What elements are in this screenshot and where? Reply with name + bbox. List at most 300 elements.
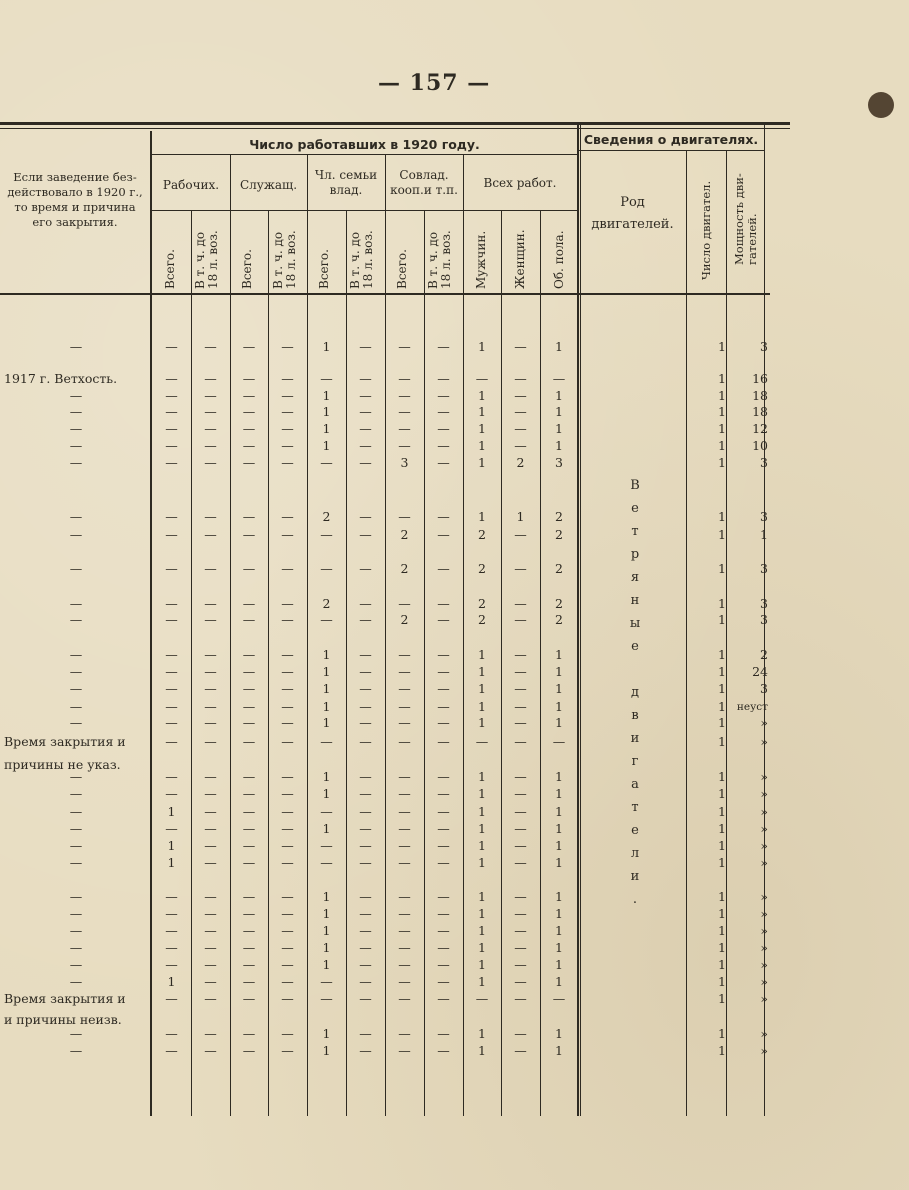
ink-blot: [868, 92, 894, 118]
engine-count: 1: [718, 371, 726, 386]
row-reason: —: [69, 339, 83, 354]
reason-header-line: Если заведение без-: [13, 170, 137, 184]
column-rule: [580, 125, 581, 1116]
column-header-vertical: [194, 214, 220, 289]
row-cell: —: [514, 561, 527, 576]
row-cell: 1: [555, 838, 563, 853]
row-cell: —: [359, 855, 372, 870]
row-cell: —: [165, 438, 178, 453]
row-cell: —: [281, 838, 294, 853]
row-reason: —: [69, 940, 83, 955]
engine-type-letter: я: [630, 570, 640, 585]
row-cell: —: [398, 734, 411, 749]
row-cell: —: [165, 371, 178, 386]
row-cell: 1: [322, 769, 331, 784]
engine-type-letter: и: [630, 731, 640, 746]
row-cell: —: [281, 388, 294, 403]
row-cell: —: [204, 715, 217, 730]
row-cell: —: [514, 664, 527, 679]
row-cell: —: [398, 438, 411, 453]
column-header-vertical: Всего.: [395, 249, 409, 289]
engine-count: 1: [718, 527, 726, 542]
row-cell: —: [281, 681, 294, 696]
row-cell: —: [204, 974, 217, 989]
row-cell: —: [242, 699, 256, 714]
row-cell: —: [359, 612, 372, 627]
row-cell: —: [204, 404, 217, 419]
row-cell: 2: [400, 527, 409, 542]
row-cell: 1: [478, 940, 486, 955]
column-header-line: 18 л. воз.: [206, 230, 220, 289]
row-reason: —: [69, 647, 83, 662]
row-cell: —: [398, 596, 411, 611]
row-reason: —: [69, 889, 83, 904]
row-cell: 1: [478, 715, 486, 730]
row-cell: 1: [555, 821, 563, 836]
row-cell: —: [242, 923, 256, 938]
row-cell: —: [165, 734, 178, 749]
row-cell: —: [514, 527, 527, 542]
row-cell: —: [437, 455, 450, 470]
engine-count: 1: [718, 804, 726, 819]
row-cell: —: [398, 509, 411, 524]
engine-type-letter: е: [631, 501, 639, 516]
engine-type-letter: [626, 662, 644, 685]
row-cell: —: [514, 612, 527, 627]
row-cell: 1: [322, 1026, 331, 1041]
row-cell: —: [242, 596, 256, 611]
engine-power: 1: [760, 527, 768, 542]
engine-count: 1: [718, 786, 726, 801]
row-cell: —: [398, 1026, 411, 1041]
row-cell: —: [242, 388, 256, 403]
row-cell: —: [437, 681, 450, 696]
row-cell: —: [514, 889, 527, 904]
row-cell: —: [552, 991, 566, 1006]
row-cell: —: [204, 804, 217, 819]
column-header-vertical: [427, 214, 453, 289]
row-cell: 2: [516, 455, 525, 470]
row-cell: 1: [555, 699, 563, 714]
row-cell: —: [359, 681, 372, 696]
row-cell: —: [165, 889, 178, 904]
row-cell: —: [204, 421, 217, 436]
row-cell: —: [204, 647, 217, 662]
subgroup-underline: [152, 210, 577, 211]
row-cell: —: [359, 509, 372, 524]
row-cell: —: [165, 699, 178, 714]
row-cell: —: [165, 612, 178, 627]
row-cell: —: [204, 438, 217, 453]
row-cell: 1: [322, 923, 331, 938]
row-cell: 2: [555, 527, 563, 542]
engine-count: 1: [718, 404, 726, 419]
engine-column-header: [733, 155, 759, 265]
engine-count: 1: [718, 855, 726, 870]
engine-type-header: [580, 192, 685, 236]
row-cell: —: [398, 821, 411, 836]
row-cell: —: [204, 855, 217, 870]
row-cell: 1: [478, 339, 486, 354]
engine-type-letter: д: [630, 685, 639, 700]
row-cell: —: [514, 404, 527, 419]
row-cell: —: [514, 1043, 527, 1058]
row-cell: —: [242, 715, 256, 730]
engine-column-header: Число двигател.: [699, 180, 713, 280]
row-cell: —: [514, 339, 527, 354]
engine-power: 3: [760, 455, 768, 470]
row-cell: —: [165, 821, 178, 836]
row-cell: —: [165, 786, 178, 801]
row-cell: 1: [478, 923, 486, 938]
row-cell: —: [514, 371, 527, 386]
column-header-vertical: Всего.: [317, 249, 331, 289]
engine-type-letter: л: [630, 846, 640, 861]
column-header-vertical: Мужчин.: [474, 230, 488, 289]
reason-header-line: действовало в 1920 г.,: [7, 185, 143, 199]
row-cell: 1: [555, 1043, 563, 1058]
row-cell: —: [165, 715, 178, 730]
row-cell: —: [398, 855, 411, 870]
row-cell: 1: [167, 855, 176, 870]
row-cell: —: [204, 664, 217, 679]
row-cell: —: [281, 855, 294, 870]
row-reason: —: [69, 527, 83, 542]
row-reason: —: [69, 957, 83, 972]
engine-type-header-line: Род: [620, 195, 645, 210]
row-cell: 1: [167, 804, 176, 819]
row-cell: —: [281, 404, 294, 419]
group-underline-workers: [152, 154, 577, 155]
top-rule: [0, 122, 790, 125]
coowners-header-line: кооп.и т.п.: [390, 183, 458, 197]
row-cell: —: [475, 371, 489, 386]
engine-count: 1: [718, 699, 726, 714]
row-reason: —: [69, 421, 83, 436]
row-reason: —: [69, 804, 83, 819]
row-reason: —: [69, 438, 83, 453]
row-cell: —: [320, 527, 333, 542]
engine-power: »: [760, 906, 768, 921]
row-cell: 1: [478, 404, 486, 419]
row-cell: —: [242, 561, 256, 576]
row-cell: 1: [322, 664, 331, 679]
row-cell: —: [514, 421, 527, 436]
row-cell: 1: [555, 974, 563, 989]
family-header: [307, 168, 385, 198]
row-cell: —: [320, 991, 333, 1006]
column-header-line: 18 л. воз.: [361, 230, 375, 289]
row-cell: 1: [555, 786, 563, 801]
row-cell: 1: [322, 438, 331, 453]
engine-column-header-line: гателей.: [745, 213, 759, 265]
row-cell: —: [320, 974, 333, 989]
row-reason: Время закрытия и: [4, 991, 126, 1006]
row-cell: —: [359, 455, 372, 470]
engine-power: 3: [760, 339, 768, 354]
row-cell: —: [437, 1043, 450, 1058]
row-cell: 1: [322, 647, 331, 662]
row-cell: 1: [478, 438, 486, 453]
row-cell: 1: [478, 786, 486, 801]
row-cell: 1: [478, 1026, 486, 1041]
row-cell: —: [242, 804, 256, 819]
row-cell: 1: [478, 421, 486, 436]
engine-power: 2: [760, 647, 768, 662]
row-cell: —: [514, 855, 527, 870]
engine-power: »: [760, 974, 768, 989]
row-cell: —: [359, 664, 372, 679]
row-cell: —: [165, 596, 178, 611]
engine-power: 10: [752, 438, 768, 453]
row-cell: —: [242, 957, 256, 972]
engine-power: »: [760, 821, 768, 836]
row-cell: —: [359, 438, 372, 453]
employees-header: Служащ.: [239, 178, 298, 192]
engine-count: 1: [718, 664, 726, 679]
row-cell: —: [165, 664, 178, 679]
row-cell: 1: [555, 855, 563, 870]
row-cell: —: [281, 821, 294, 836]
row-cell: 2: [400, 612, 409, 627]
column-header-vertical: Всего.: [163, 249, 177, 289]
row-cell: —: [398, 371, 411, 386]
row-cell: —: [475, 991, 489, 1006]
row-reason: Время закрытия и: [4, 734, 126, 749]
column-header-vertical: [272, 214, 298, 289]
row-cell: —: [242, 838, 256, 853]
row-cell: —: [359, 734, 372, 749]
engine-count: 1: [718, 339, 726, 354]
engine-power: 3: [760, 561, 768, 576]
engine-count: 1: [718, 974, 726, 989]
row-reason: —: [69, 388, 83, 403]
row-cell: —: [242, 855, 256, 870]
row-cell: —: [242, 612, 256, 627]
row-cell: —: [242, 509, 256, 524]
row-cell: —: [165, 339, 178, 354]
row-cell: —: [320, 838, 333, 853]
row-reason: —: [69, 509, 83, 524]
row-cell: —: [514, 821, 527, 836]
engine-power: »: [760, 715, 768, 730]
row-cell: —: [281, 1043, 294, 1058]
row-cell: —: [281, 438, 294, 453]
row-cell: —: [281, 371, 294, 386]
row-cell: —: [165, 404, 178, 419]
row-cell: 1: [555, 339, 563, 354]
row-reason: —: [69, 715, 83, 730]
engine-type-value: [626, 478, 644, 915]
row-cell: —: [437, 957, 450, 972]
row-cell: 2: [555, 596, 563, 611]
row-cell: —: [359, 1043, 372, 1058]
row-reason: —: [69, 769, 83, 784]
row-reason: —: [69, 821, 83, 836]
row-cell: —: [437, 734, 450, 749]
row-cell: —: [204, 838, 217, 853]
row-cell: —: [204, 786, 217, 801]
row-cell: —: [242, 786, 256, 801]
row-cell: —: [437, 438, 450, 453]
row-cell: —: [242, 734, 256, 749]
row-cell: —: [281, 906, 294, 921]
row-cell: 1: [555, 1026, 563, 1041]
row-cell: —: [204, 596, 217, 611]
row-cell: —: [204, 612, 217, 627]
all-workers-header: Всех работ.: [483, 176, 557, 190]
row-cell: —: [281, 339, 294, 354]
column-header-line: 18 л. воз.: [439, 230, 453, 289]
row-cell: 1: [322, 906, 331, 921]
engine-type-letter: в: [631, 708, 639, 723]
row-cell: —: [437, 1026, 450, 1041]
row-cell: —: [242, 681, 256, 696]
row-cell: —: [437, 940, 450, 955]
row-cell: —: [398, 957, 411, 972]
row-cell: —: [437, 906, 450, 921]
row-cell: —: [165, 647, 178, 662]
row-cell: —: [281, 769, 294, 784]
engine-type-letter: и: [630, 869, 640, 884]
engine-count: 1: [718, 923, 726, 938]
engine-power: »: [760, 786, 768, 801]
row-cell: 1: [555, 404, 563, 419]
engine-count: 1: [718, 596, 726, 611]
engine-power: неуст: [736, 701, 768, 713]
engine-count: 1: [718, 940, 726, 955]
row-cell: —: [242, 940, 256, 955]
row-cell: —: [281, 699, 294, 714]
row-cell: —: [398, 421, 411, 436]
row-cell: 1: [555, 957, 563, 972]
row-cell: —: [359, 974, 372, 989]
engine-count: 1: [718, 561, 726, 576]
row-cell: —: [398, 681, 411, 696]
row-cell: —: [242, 974, 256, 989]
row-cell: —: [359, 388, 372, 403]
row-cell: 1: [167, 974, 176, 989]
engine-count: 1: [718, 1043, 726, 1058]
row-reason: —: [69, 561, 83, 576]
row-cell: —: [359, 647, 372, 662]
family-header-line: влад.: [329, 183, 363, 197]
row-cell: —: [514, 957, 527, 972]
row-cell: 2: [555, 509, 563, 524]
row-cell: —: [398, 339, 411, 354]
row-cell: —: [204, 769, 217, 784]
row-cell: —: [281, 940, 294, 955]
row-cell: —: [359, 1026, 372, 1041]
engine-power: »: [760, 855, 768, 870]
engine-power: »: [760, 1026, 768, 1041]
row-reason: —: [69, 838, 83, 853]
row-cell: 1: [322, 421, 331, 436]
column-header-vertical: [349, 214, 375, 289]
row-cell: 1: [478, 889, 486, 904]
row-cell: —: [242, 371, 256, 386]
column-header-line: В т. ч. до: [193, 231, 207, 289]
engine-count: 1: [718, 889, 726, 904]
row-cell: —: [281, 612, 294, 627]
row-cell: 3: [555, 455, 563, 470]
row-cell: —: [437, 421, 450, 436]
row-cell: —: [514, 786, 527, 801]
row-cell: —: [437, 889, 450, 904]
row-reason: —: [69, 664, 83, 679]
engine-count: 1: [718, 821, 726, 836]
workers-header: Рабочих.: [162, 178, 220, 192]
row-cell: —: [281, 991, 294, 1006]
row-cell: —: [281, 527, 294, 542]
row-cell: —: [514, 991, 527, 1006]
engine-type-letter: е: [631, 823, 639, 838]
row-cell: —: [242, 421, 256, 436]
group-underline-engines: [578, 150, 764, 151]
row-cell: —: [320, 612, 333, 627]
column-header-line: В т. ч. до: [271, 231, 285, 289]
engine-count: 1: [718, 388, 726, 403]
row-cell: —: [242, 769, 256, 784]
page-number: — 157 —: [378, 70, 491, 96]
row-cell: —: [437, 699, 450, 714]
row-cell: —: [281, 957, 294, 972]
row-cell: —: [204, 509, 217, 524]
row-cell: —: [359, 923, 372, 938]
row-cell: —: [359, 527, 372, 542]
row-cell: —: [165, 527, 178, 542]
row-cell: —: [204, 1043, 217, 1058]
row-reason: —: [69, 974, 83, 989]
engine-count: 1: [718, 438, 726, 453]
row-cell: —: [242, 339, 256, 354]
row-cell: —: [514, 681, 527, 696]
row-cell: —: [204, 699, 217, 714]
row-cell: —: [514, 1026, 527, 1041]
row-reason: —: [69, 855, 83, 870]
row-cell: —: [514, 596, 527, 611]
row-cell: —: [359, 940, 372, 955]
row-cell: —: [204, 371, 217, 386]
row-cell: —: [165, 940, 178, 955]
row-cell: —: [281, 786, 294, 801]
row-cell: —: [398, 889, 411, 904]
row-cell: 1: [555, 889, 563, 904]
engine-power: 3: [760, 681, 768, 696]
top-rule-thin: [0, 128, 790, 129]
row-cell: —: [281, 664, 294, 679]
row-cell: —: [204, 455, 217, 470]
row-cell: —: [437, 596, 450, 611]
row-cell: —: [281, 596, 294, 611]
engine-power: 3: [760, 596, 768, 611]
row-cell: —: [242, 1043, 256, 1058]
engine-count: 1: [718, 991, 726, 1006]
row-cell: 1: [555, 715, 563, 730]
column-header-line: В т. ч. до: [426, 231, 440, 289]
engine-type-letter: .: [632, 892, 638, 907]
row-cell: —: [320, 855, 333, 870]
engines-group-header: Сведения о двигателях.: [583, 132, 759, 147]
row-cell: 2: [322, 596, 331, 611]
row-cell: —: [437, 804, 450, 819]
row-cell: —: [204, 1026, 217, 1041]
engine-power: 18: [752, 404, 768, 419]
row-cell: —: [281, 923, 294, 938]
row-reason: и причины неизв.: [4, 1012, 122, 1027]
row-reason: —: [69, 923, 83, 938]
row-reason: —: [69, 404, 83, 419]
